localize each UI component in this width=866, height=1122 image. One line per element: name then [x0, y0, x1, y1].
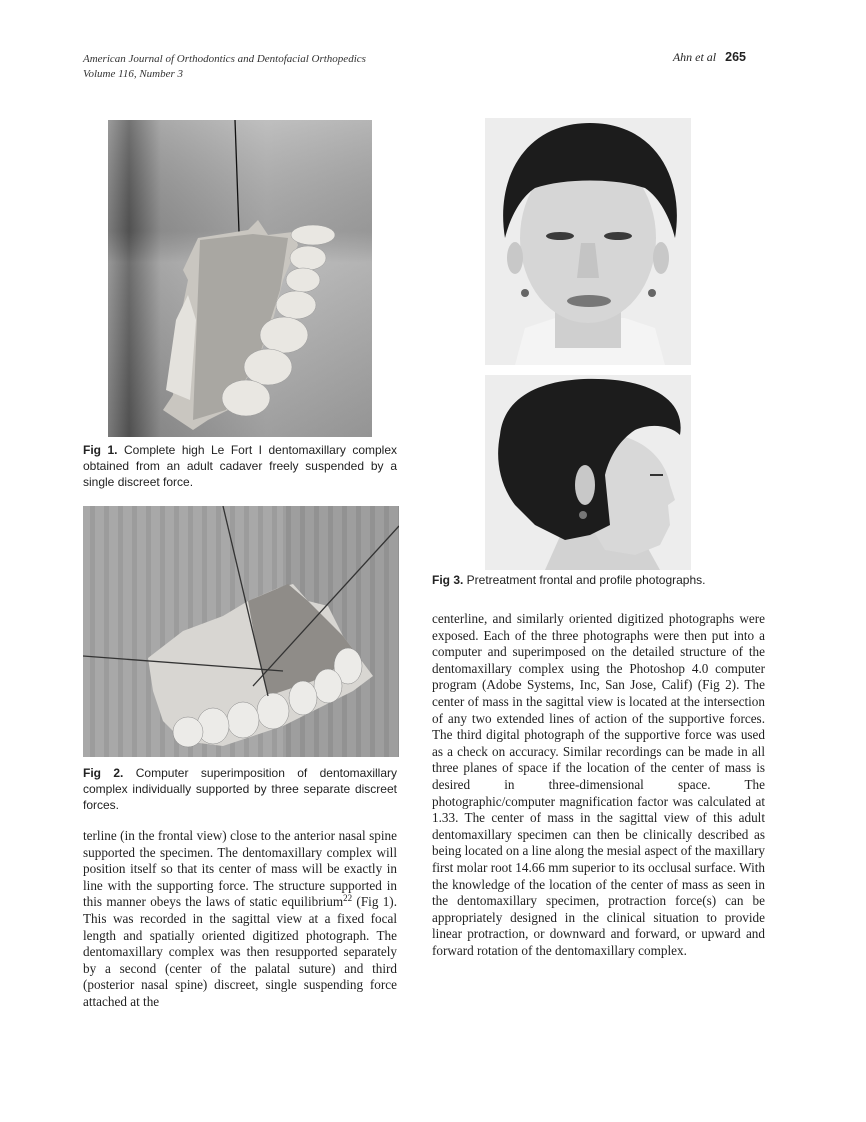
reference-superscript: 22: [343, 893, 353, 904]
running-header-right: [673, 50, 746, 65]
right-column-text: [432, 611, 765, 959]
figure-2-caption-text: Computer superimposition of dentomaxillary complex individually supported by three separate discreet forces.: [83, 766, 397, 812]
figure-2-caption: [83, 765, 397, 813]
figure-1-image: [108, 120, 372, 437]
figure-3-profile-image: [485, 375, 691, 570]
running-header-left: [83, 52, 366, 82]
figure-1-label: Fig 1.: [83, 443, 118, 457]
figure-3-caption: [432, 572, 766, 588]
figure-3-caption-text: Pretreatment frontal and profile photographs.: [463, 573, 706, 587]
left-paragraph-part-1: terline (in the frontal view) close to the anterior nasal spine supported the specimen. The dentomaxillary complex will position itself so that its center of mass will be exactly in line with the supporting force. The structure supported in this manner obeys the laws of static equilibrium: [83, 828, 397, 910]
figure-2-image: [83, 506, 399, 757]
figure-1-caption-text: Complete high Le Fort I dentomaxillary complex obtained from an adult cadaver freely suspended by a single discreet force.: [83, 443, 398, 489]
figure-3-label: Fig 3.: [432, 573, 464, 587]
left-paragraph-part-2: (Fig 1). This was recorded in the sagittal view at a fixed focal length and spatially oriented digitized photograph. The dentomaxillary complex was then resupported separately by a second (center of the palatal suture) and third (posterior nasal spine) discreet, single suspending force attached at the: [83, 894, 397, 1009]
page-number: 265: [725, 50, 746, 64]
authors: Ahn et al: [672, 50, 717, 64]
left-column-text: [83, 828, 397, 1011]
figure-2-label: Fig 2.: [83, 766, 124, 780]
journal-title: American Journal of Orthodontics and Dentofacial Orthopedics: [83, 53, 366, 65]
journal-volume: Volume 116, Number 3: [83, 68, 184, 80]
right-paragraph: centerline, and similarly oriented digitized photographs were exposed. Each of the three photographs were then put into a computer and superimposed on the detailed structure of the dentomaxillary complex using the Photoshop 4.0 computer program (Adobe Systems, Inc, San Jose, Calif) (Fig 2). The center of mass in the sagittal view is located at the intersection of any two extended lines of action of the supportive forces. The third digital photograph of the supportive force was used as a check on accuracy. Similar recordings can be made in all three planes of space if the location of the center of mass is desired in three-dimensional space. The photographic/computer magnification factor was calculated at 1.33. The center of mass in the sagittal view of this adult dentomaxillary specimen can then be clinically described as being located on a line along the mesial aspect of the maxillary first molar root 14.66 mm superior to its occlusal surface. With the knowledge of the location of the center of mass as seen in the dentomaxillary specimen, protraction force(s) can be appropriately designed in the clinical situation to provide linear protraction, or downward and forward, or upward and forward rotation of the dentomaxillary complex.: [432, 611, 765, 958]
figure-3-frontal-image: [485, 118, 691, 365]
figure-1-caption: [83, 442, 397, 490]
